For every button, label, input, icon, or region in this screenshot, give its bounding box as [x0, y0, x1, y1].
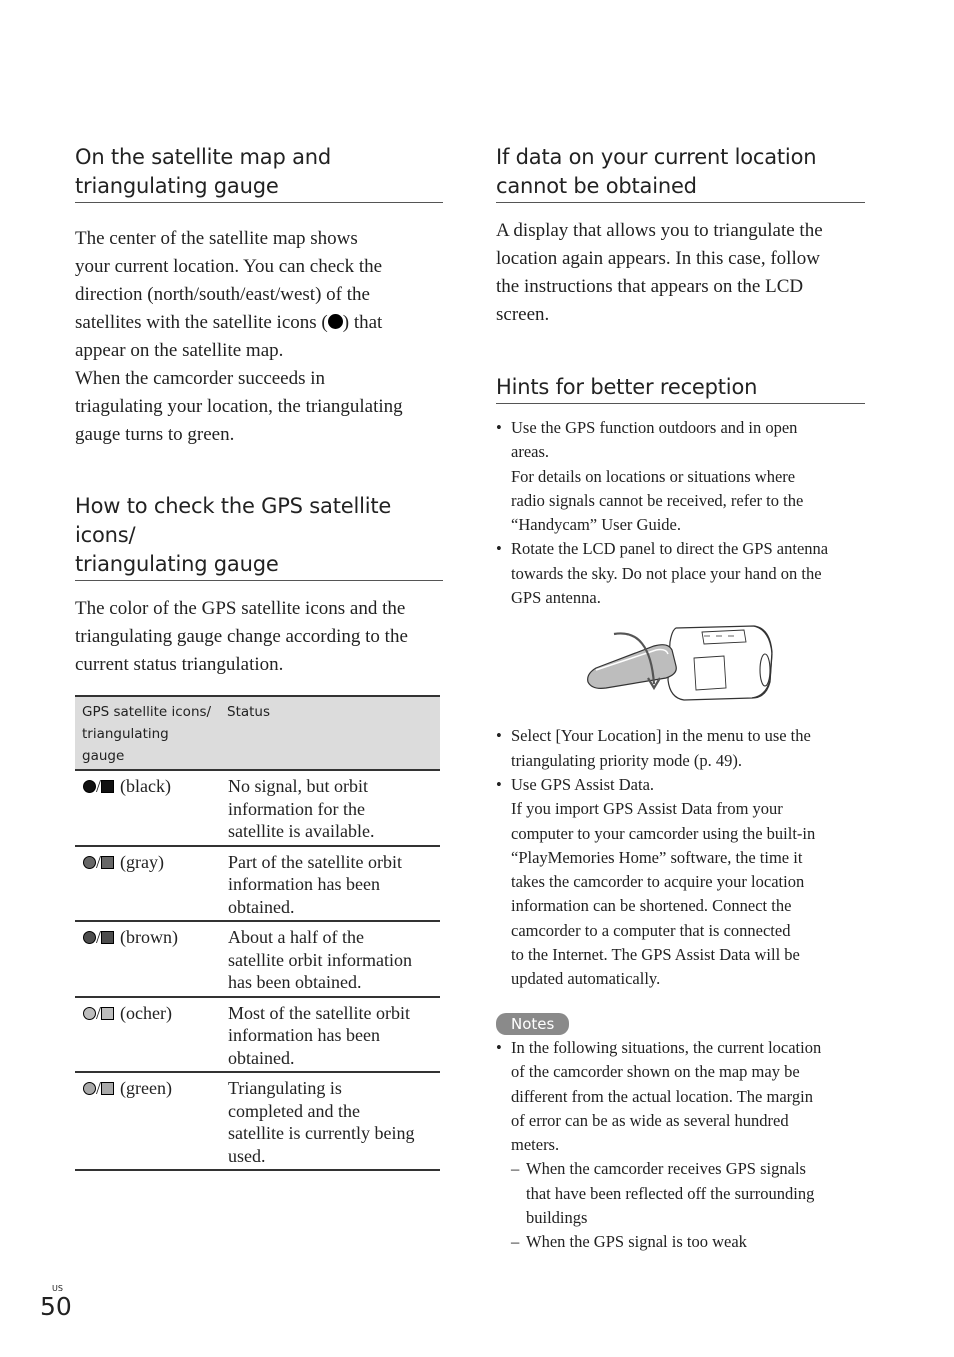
color-label: (green)	[120, 1078, 172, 1098]
table-row	[75, 846, 440, 922]
text-line: location again appears. In this case, follow	[496, 248, 820, 269]
status-cell	[220, 846, 440, 922]
text-line: radio signals cannot be received, refer to the	[511, 490, 804, 510]
status-text: satellite orbit information	[228, 949, 412, 970]
list-item	[496, 724, 865, 773]
status-text: used.	[228, 1145, 266, 1166]
text-line: appear on the satellite map.	[75, 340, 284, 361]
left-column	[75, 143, 443, 1171]
satellite-icon	[328, 314, 343, 329]
gauge-square-icon	[101, 780, 114, 793]
sub-list-item	[511, 1157, 865, 1230]
status-table	[75, 695, 440, 1171]
text-line: triangulating gauge change according to the	[75, 626, 408, 647]
bullet-icon: •	[496, 774, 502, 794]
slash-separator: /	[96, 851, 102, 872]
text-line: information can be shortened. Connect the	[511, 896, 792, 916]
text-line: camcorder to a computer that is connected	[511, 920, 791, 940]
table-row	[75, 921, 440, 997]
color-label: (black)	[120, 776, 171, 796]
bullet-icon: •	[496, 1037, 502, 1057]
table-row	[75, 770, 440, 846]
status-text: Triangulating is	[228, 1078, 342, 1098]
text-line: gauge turns to green.	[75, 424, 235, 445]
text-line: When the GPS signal is too weak	[526, 1232, 747, 1252]
bullet-icon: •	[496, 418, 502, 437]
list-item	[496, 416, 865, 537]
gauge-square-icon	[101, 856, 114, 869]
slash-separator: /	[96, 776, 102, 796]
paragraph	[496, 217, 865, 329]
text-line: triagulating your location, the triangulating	[75, 396, 403, 417]
paragraph	[75, 225, 443, 365]
color-label: (gray)	[120, 851, 164, 872]
list-item	[496, 773, 865, 992]
page-region-label: US	[52, 1284, 63, 1293]
satellite-circle-icon	[83, 1007, 96, 1020]
text-line: screen.	[496, 304, 550, 325]
icon-cell	[75, 770, 220, 846]
camcorder-lcd-rotate-icon	[584, 618, 784, 710]
heading-line: triangulating gauge	[75, 552, 279, 576]
text-line: satellites with the satellite icons (	[75, 312, 328, 333]
list-item	[496, 537, 865, 610]
text-line: towards the sky. Do not place your hand on the	[511, 563, 822, 583]
satellite-circle-icon	[83, 780, 96, 793]
dash-icon: –	[511, 1159, 520, 1179]
text-line: your current location. You can check the	[75, 256, 383, 277]
color-label: (brown)	[120, 927, 178, 947]
satellite-map-text	[75, 225, 443, 449]
header-text: Status	[227, 704, 271, 720]
heading-line: If data on your current location	[496, 145, 817, 169]
text-line: different from the actual location. The margin	[511, 1086, 813, 1106]
status-text: Part of the satellite orbit	[228, 851, 402, 872]
text-line: If you import GPS Assist Data from your	[511, 799, 783, 819]
text-line: buildings	[526, 1208, 588, 1228]
text-line: of the camcorder shown on the map may be	[511, 1062, 800, 1082]
text-line: A display that allows you to triangulate the	[496, 220, 823, 241]
status-text: information has been	[228, 1025, 380, 1045]
status-text: satellite is currently being	[228, 1123, 415, 1143]
camcorder-illustration	[496, 610, 865, 724]
status-text: About a half of the	[228, 927, 364, 947]
text-line: direction (north/south/east/west) of the	[75, 284, 370, 305]
text-line: “PlayMemories Home” software, the time it	[511, 847, 803, 867]
table-row	[75, 1072, 440, 1170]
text-line: computer to your camcorder using the built-in	[511, 823, 816, 843]
notes-section	[496, 1012, 865, 1036]
text-line: to the Internet. The GPS Assist Data will be	[511, 945, 800, 965]
status-cell	[220, 997, 440, 1073]
gauge-square-icon	[101, 1082, 114, 1095]
text-line: current status triangulation.	[75, 654, 284, 675]
text-line: When the camcorder succeeds in	[75, 368, 326, 389]
text-line: areas.	[511, 442, 550, 462]
status-text: has been obtained.	[228, 972, 362, 992]
text-line: takes the camcorder to acquire your location	[511, 872, 805, 892]
status-cell	[220, 921, 440, 997]
heading-line: How to check the GPS satellite icons/	[75, 494, 392, 547]
text-line: Use the GPS function outdoors and in open	[511, 418, 798, 437]
status-cell	[220, 1072, 440, 1170]
icon-cell	[75, 997, 220, 1073]
heading-line: cannot be obtained	[496, 174, 697, 198]
status-text: information for the	[228, 798, 365, 819]
table-header-status	[220, 696, 440, 770]
text-line: Use GPS Assist Data.	[511, 774, 655, 794]
text-line: GPS antenna.	[511, 588, 601, 608]
check-icons-text	[75, 595, 443, 679]
dash-icon: –	[511, 1232, 520, 1252]
bullet-icon: •	[496, 539, 502, 559]
heading-line: triangulating gauge	[75, 174, 279, 198]
status-cell	[220, 770, 440, 846]
satellite-circle-icon	[83, 856, 96, 869]
icon-cell	[75, 1072, 220, 1170]
section-heading-check-icons	[75, 492, 443, 581]
heading-line: Hints for better reception	[496, 375, 758, 399]
paragraph	[75, 365, 443, 449]
text-line: For details on locations or situations where	[511, 466, 796, 486]
list-item	[496, 1036, 865, 1255]
right-column	[496, 143, 865, 1255]
text-line: the instructions that appears on the LCD	[496, 276, 804, 297]
satellite-circle-icon	[83, 931, 96, 944]
section-heading-cannot-obtain	[496, 143, 865, 203]
gauge-square-icon	[101, 1007, 114, 1020]
cannot-obtain-text	[496, 217, 865, 329]
text-line: When the camcorder receives GPS signals	[526, 1159, 806, 1179]
table-header-icons	[75, 696, 220, 770]
text-line: ) that	[342, 312, 383, 333]
slash-separator: /	[96, 1078, 102, 1098]
text-line: The center of the satellite map shows	[75, 228, 358, 249]
slash-separator: /	[96, 927, 102, 947]
text-line: “Handycam” User Guide.	[511, 515, 681, 535]
status-text: information has been	[228, 874, 380, 894]
sub-list-item	[511, 1230, 865, 1254]
status-text: Most of the satellite orbit	[228, 1002, 410, 1023]
text-line: In the following situations, the current location	[511, 1037, 822, 1057]
text-line: Rotate the LCD panel to direct the GPS antenna	[511, 539, 829, 559]
paragraph	[75, 595, 443, 679]
gauge-square-icon	[101, 931, 114, 944]
header-text: GPS satellite icons/	[82, 704, 212, 720]
status-text: No signal, but orbit	[228, 776, 368, 796]
table-row	[75, 997, 440, 1073]
status-text: obtained.	[228, 896, 295, 917]
text-line: The color of the GPS satellite icons and the	[75, 598, 406, 619]
notes-badge: Notes	[496, 1013, 569, 1035]
bullet-icon: •	[496, 726, 502, 746]
text-line: meters.	[511, 1135, 560, 1155]
page-number: 50	[40, 1292, 72, 1321]
color-label: (ocher)	[120, 1002, 172, 1023]
text-line: that have been reflected off the surrounding	[526, 1183, 815, 1203]
header-text: triangulating gauge	[82, 726, 169, 764]
hints-list	[496, 416, 865, 1255]
slash-separator: /	[96, 1002, 102, 1023]
status-text: satellite is available.	[228, 821, 375, 841]
icon-cell	[75, 921, 220, 997]
text-line: triangulating priority mode (p. 49).	[511, 750, 742, 770]
table-header-row	[75, 696, 440, 770]
status-text: completed and the	[228, 1100, 360, 1121]
text-line: of error can be as wide as several hundred	[511, 1110, 789, 1130]
text-line: Select [Your Location] in the menu to use the	[511, 726, 811, 746]
section-heading-satellite-map	[75, 143, 443, 203]
status-text: obtained.	[228, 1047, 295, 1068]
satellite-circle-icon	[83, 1082, 96, 1095]
icon-cell	[75, 846, 220, 922]
heading-line: On the satellite map and	[75, 145, 331, 169]
text-line: updated automatically.	[511, 969, 661, 989]
section-heading-hints	[496, 373, 865, 404]
